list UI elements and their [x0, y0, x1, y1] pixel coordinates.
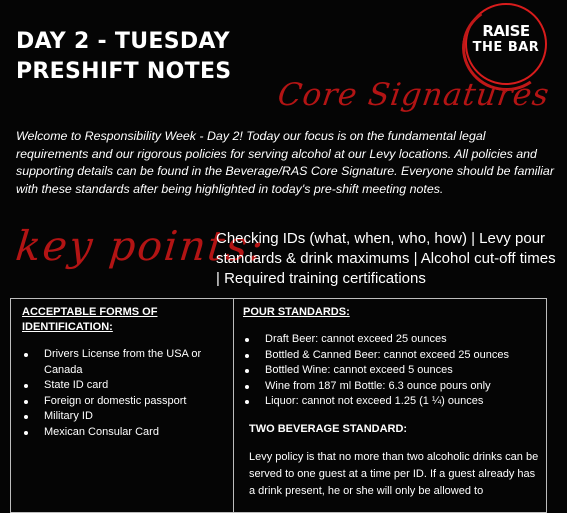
title-line-2: PRESHIFT NOTES: [16, 59, 232, 84]
standards-table: [10, 298, 547, 513]
logo-text: [465, 23, 547, 55]
id-forms-heading: ACCEPTABLE FORMS OF IDENTIFICATION:: [22, 306, 158, 333]
list-item: Wine from 187 ml Bottle: 6.3 ounce pours only: [243, 379, 543, 395]
list-item: Mexican Consular Card: [22, 425, 227, 441]
list-item: Draft Beer: cannot exceed 25 ounces: [243, 332, 543, 348]
list-item: Bottled & Canned Beer: cannot exceed 25 ounces: [243, 348, 543, 364]
two-beverage-body: Levy policy is that no more than two alcoholic drinks can be served to one guest at a time per ID. If a guest already has a drink present, he or she will only be allowed to: [249, 450, 539, 497]
key-points-label: key points:: [13, 222, 268, 270]
logo-line-1: RAISE: [482, 22, 530, 40]
logo-line-2: THE BAR: [472, 40, 540, 55]
list-item: Military ID: [22, 409, 227, 425]
id-forms-column: [22, 305, 227, 440]
list-item: Drivers License from the USA or Canada: [22, 347, 227, 378]
list-item: Foreign or domestic passport: [22, 394, 227, 410]
list-item: Bottled Wine: cannot exceed 5 ounces: [243, 363, 543, 379]
intro-paragraph: Welcome to Responsibility Week - Day 2! Today our focus is on the fundamental legal requirements and our rigorous policies for serving alcohol at our Levy locations. All policies and supporting details can be found in the Beverage/RAS Core Signature. Everyone should be familiar with these standards after being highlighted in today's pre-shift meeting notes.: [16, 129, 554, 196]
subtitle: Core Signatures: [275, 77, 552, 113]
title-line-1: DAY 2 - TUESDAY: [16, 29, 230, 54]
two-beverage-heading: TWO BEVERAGE STANDARD:: [249, 422, 408, 435]
key-points-text: Checking IDs (what, when, who, how) | Levy pour standards & drink maximums | Alcohol cut-off times | Required training certifications: [216, 230, 556, 287]
id-forms-list: [22, 347, 227, 440]
raise-the-bar-logo: [465, 3, 547, 85]
list-item: Liquor: cannot not exceed 1.25 (1 ¼) ounces: [243, 394, 543, 410]
pour-standards-list: [243, 332, 543, 410]
pour-standards-column: [243, 305, 543, 500]
list-item: State ID card: [22, 378, 227, 394]
column-divider: [233, 299, 234, 512]
pour-standards-heading: POUR STANDARDS:: [243, 306, 350, 318]
page-title: [16, 27, 231, 87]
